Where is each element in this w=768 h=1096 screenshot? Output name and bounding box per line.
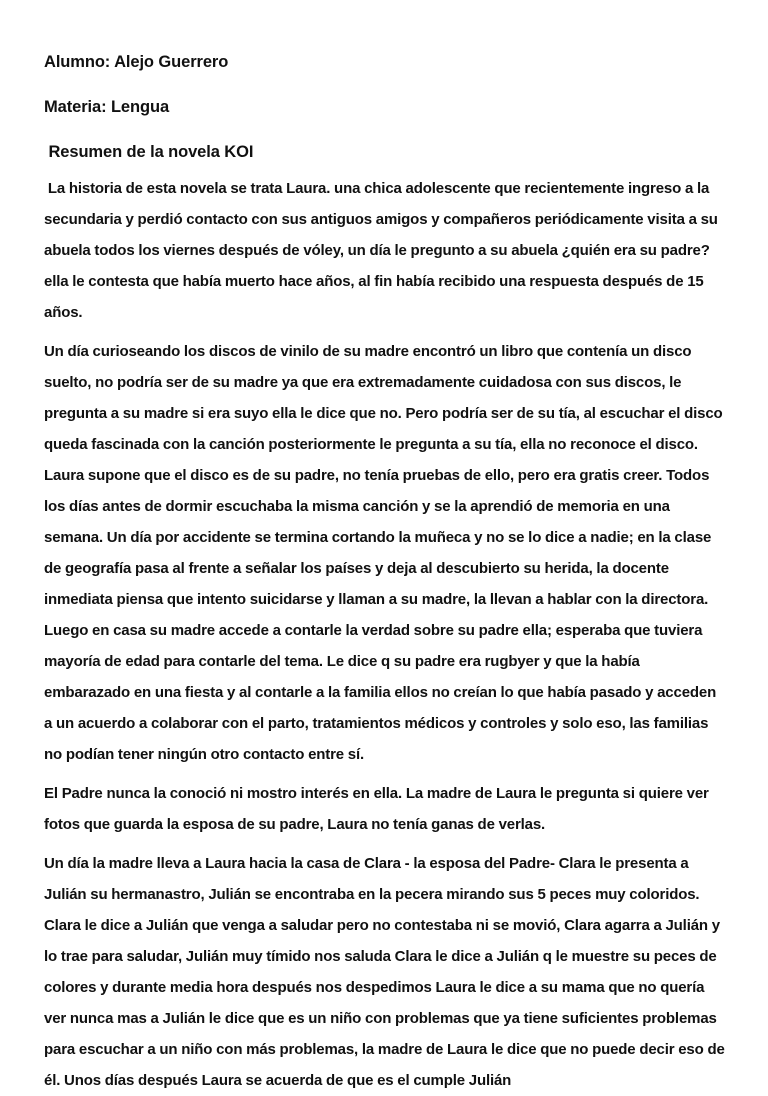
document-title: Resumen de la novela KOI: [44, 143, 254, 161]
student-name-line: Alumno: Alejo Guerrero: [44, 53, 229, 71]
body-paragraph-4: Un día la madre lleva a Laura hacia la casa de Clara - la esposa del Padre- Clara le presenta a Julián su hermanastro, Julián se encontraba en la pecera mirando sus 5 peces muy coloridos. Clara le dice a Julián que venga a saludar pero no contestaba ni se movió, Clara agarra a Julián y lo trae para saludar, Julián muy tímido nos saluda Clara le dice a Julián q le muestre su peces de colores y durante media hora después nos despedimos Laura le dice a su mama que no quería ver nunca mas a Julián le dice que es un niño con problemas que ya tiene suficientes problemas para escuchar a un niño con más problemas, la madre de Laura le dice que no puede decir eso de él. Unos días después Laura se acuerda de que es el cumple Julián: [44, 855, 729, 1089]
body-paragraph-2: Un día curioseando los discos de vinilo de su madre encontró un libro que contenía un disco suelto, no podría ser de su madre ya que era extremadamente cuidadosa con sus discos, le pregunta a su madre si era suyo ella le dice que no. Pero podría ser de su tía, al escuchar el disco queda fascinada con la canción posteriormente le pregunta a su tía, ella no reconoce el disco. Laura supone que el disco es de su padre, no tenía pruebas de ello, pero era gratis creer. Todos los días antes de dormir escuchaba la misma canción y se la aprendió de memoria en una semana. Un día por accidente se termina cortando la muñeca y no se lo dice a nadie; en la clase de geografía pasa al frente a señalar los países y deja al descubierto su herida, la docente inmediata piensa que intento suicidarse y llaman a su madre, la llevan a hablar con la directora. Luego en casa su madre accede a contarle la verdad sobre su padre ella; esperaba que tuviera mayoría de edad para contarle del tema. Le dice q su padre era rugbyer y que la había embarazado en una fiesta y al contarle a la familia ellos no creían lo que había pasado y acceden a un acuerdo a colaborar con el parto, tratamientos médicos y controles y solo eso, las familias no podían tener ningún otro contacto entre sí.: [44, 343, 727, 763]
document-body: [44, 47, 729, 1096]
body-paragraph-3: El Padre nunca la conoció ni mostro interés en ella. La madre de Laura le pregunta si quiere ver fotos que guarda la esposa de su padre, Laura no tenía ganas de verlas.: [44, 785, 713, 833]
subject-line: Materia: Lengua: [44, 98, 170, 116]
body-paragraph-1: La historia de esta novela se trata Laura. una chica adolescente que recientemente ingreso a la secundaria y perdió contacto con sus antiguos amigos y compañeros periódicamente visita a su abuela todos los viernes después de vóley, un día le pregunto a su abuela ¿quién era su padre? ella le contesta que había muerto hace años, al fin había recibido una respuesta después de 15 años.: [44, 180, 722, 321]
